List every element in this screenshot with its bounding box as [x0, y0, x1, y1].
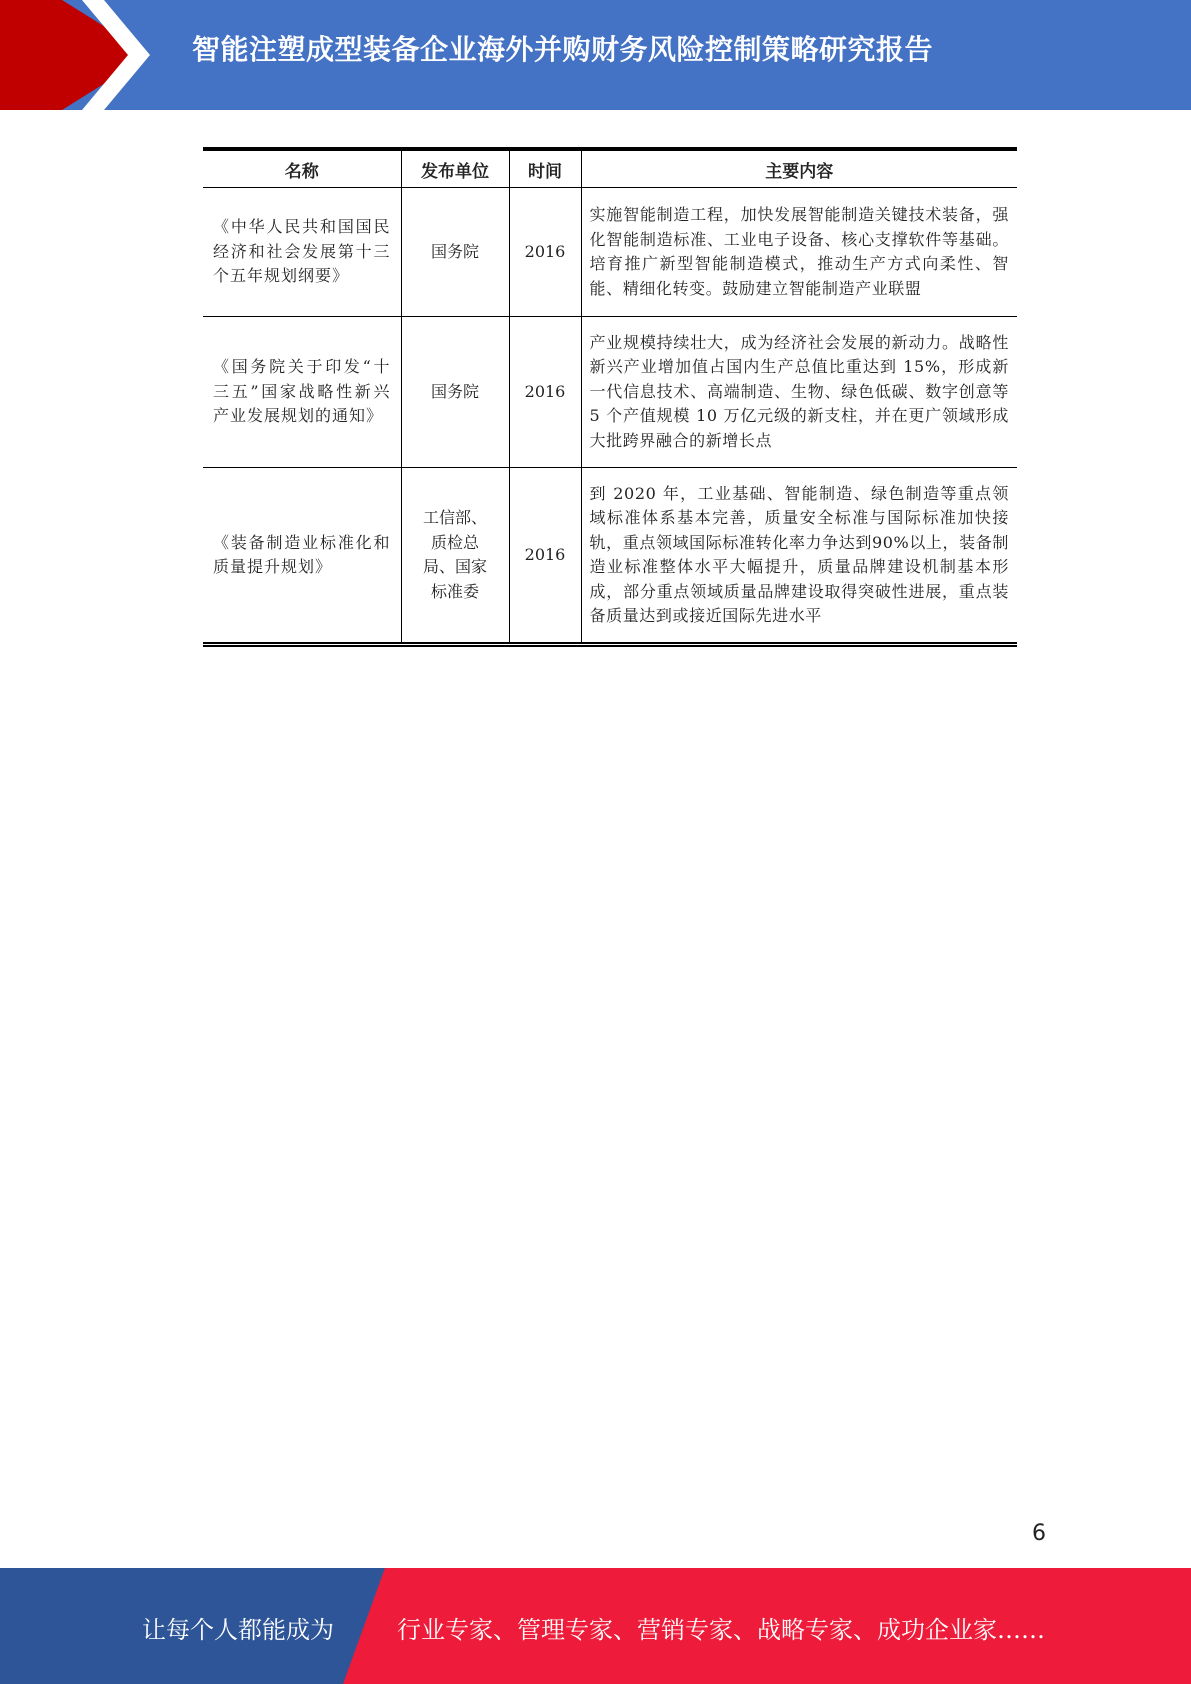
page-number: 6: [1032, 1521, 1046, 1546]
table-header-row: [203, 149, 1017, 188]
column-header-year: 时间: [509, 149, 581, 188]
policy-name: 《国务院关于印发“十三五”国家战略性新兴产业发展规划的通知》: [203, 317, 401, 468]
footer-slogan-right: 行业专家、管理专家、营销专家、战略专家、成功企业家……: [397, 1616, 1045, 1644]
footer-slogan-left: 让每个人都能成为: [142, 1616, 334, 1644]
policy-content: 产业规模持续壮大，成为经济社会发展的新动力。战略性新兴产业增加值占国内生产总值比重达到 15%，形成新一代信息技术、高端制造、生物、绿色低碳、数字创意等 5 个产值规模 10 万亿元级的新支柱，并在更广领域形成大批跨界融合的新增长点: [581, 317, 1017, 468]
table-row: [203, 468, 1017, 645]
header-title: 智能注塑成型装备企业海外并购财务风险控制策略研究报告: [192, 33, 934, 66]
policy-table: [203, 147, 1017, 647]
policy-table-container: [203, 147, 1017, 647]
policy-name: 《中华人民共和国国民经济和社会发展第十三个五年规划纲要》: [203, 188, 401, 317]
column-header-name: 名称: [203, 149, 401, 188]
page-footer: [0, 1568, 1191, 1684]
header-chevron-decoration: [0, 0, 200, 110]
policy-unit: 工信部、质检总局、国家标准委: [401, 468, 509, 645]
page-header: [0, 0, 1191, 110]
table-row: [203, 317, 1017, 468]
policy-name: 《装备制造业标准化和质量提升规划》: [203, 468, 401, 645]
policy-content: 到 2020 年，工业基础、智能制造、绿色制造等重点领域标准体系基本完善，质量安全标准与国际标准加快接轨，重点领域国际标准转化率力争达到90%以上，装备制造业标准整体水平大幅提升，质量品牌建设机制基本形成，部分重点领域质量品牌建设取得突破性进展，重点装备质量达到或接近国际先进水平: [581, 468, 1017, 645]
column-header-content: 主要内容: [581, 149, 1017, 188]
policy-year: 2016: [509, 468, 581, 645]
policy-unit: 国务院: [401, 317, 509, 468]
policy-unit: 国务院: [401, 188, 509, 317]
column-header-unit: 发布单位: [401, 149, 509, 188]
policy-year: 2016: [509, 188, 581, 317]
table-row: [203, 188, 1017, 317]
policy-content: 实施智能制造工程，加快发展智能制造关键技术装备，强化智能制造标准、工业电子设备、核心支撑软件等基础。培育推广新型智能制造模式，推动生产方式向柔性、智能、精细化转变。鼓励建立智能制造产业联盟: [581, 188, 1017, 317]
policy-year: 2016: [509, 317, 581, 468]
